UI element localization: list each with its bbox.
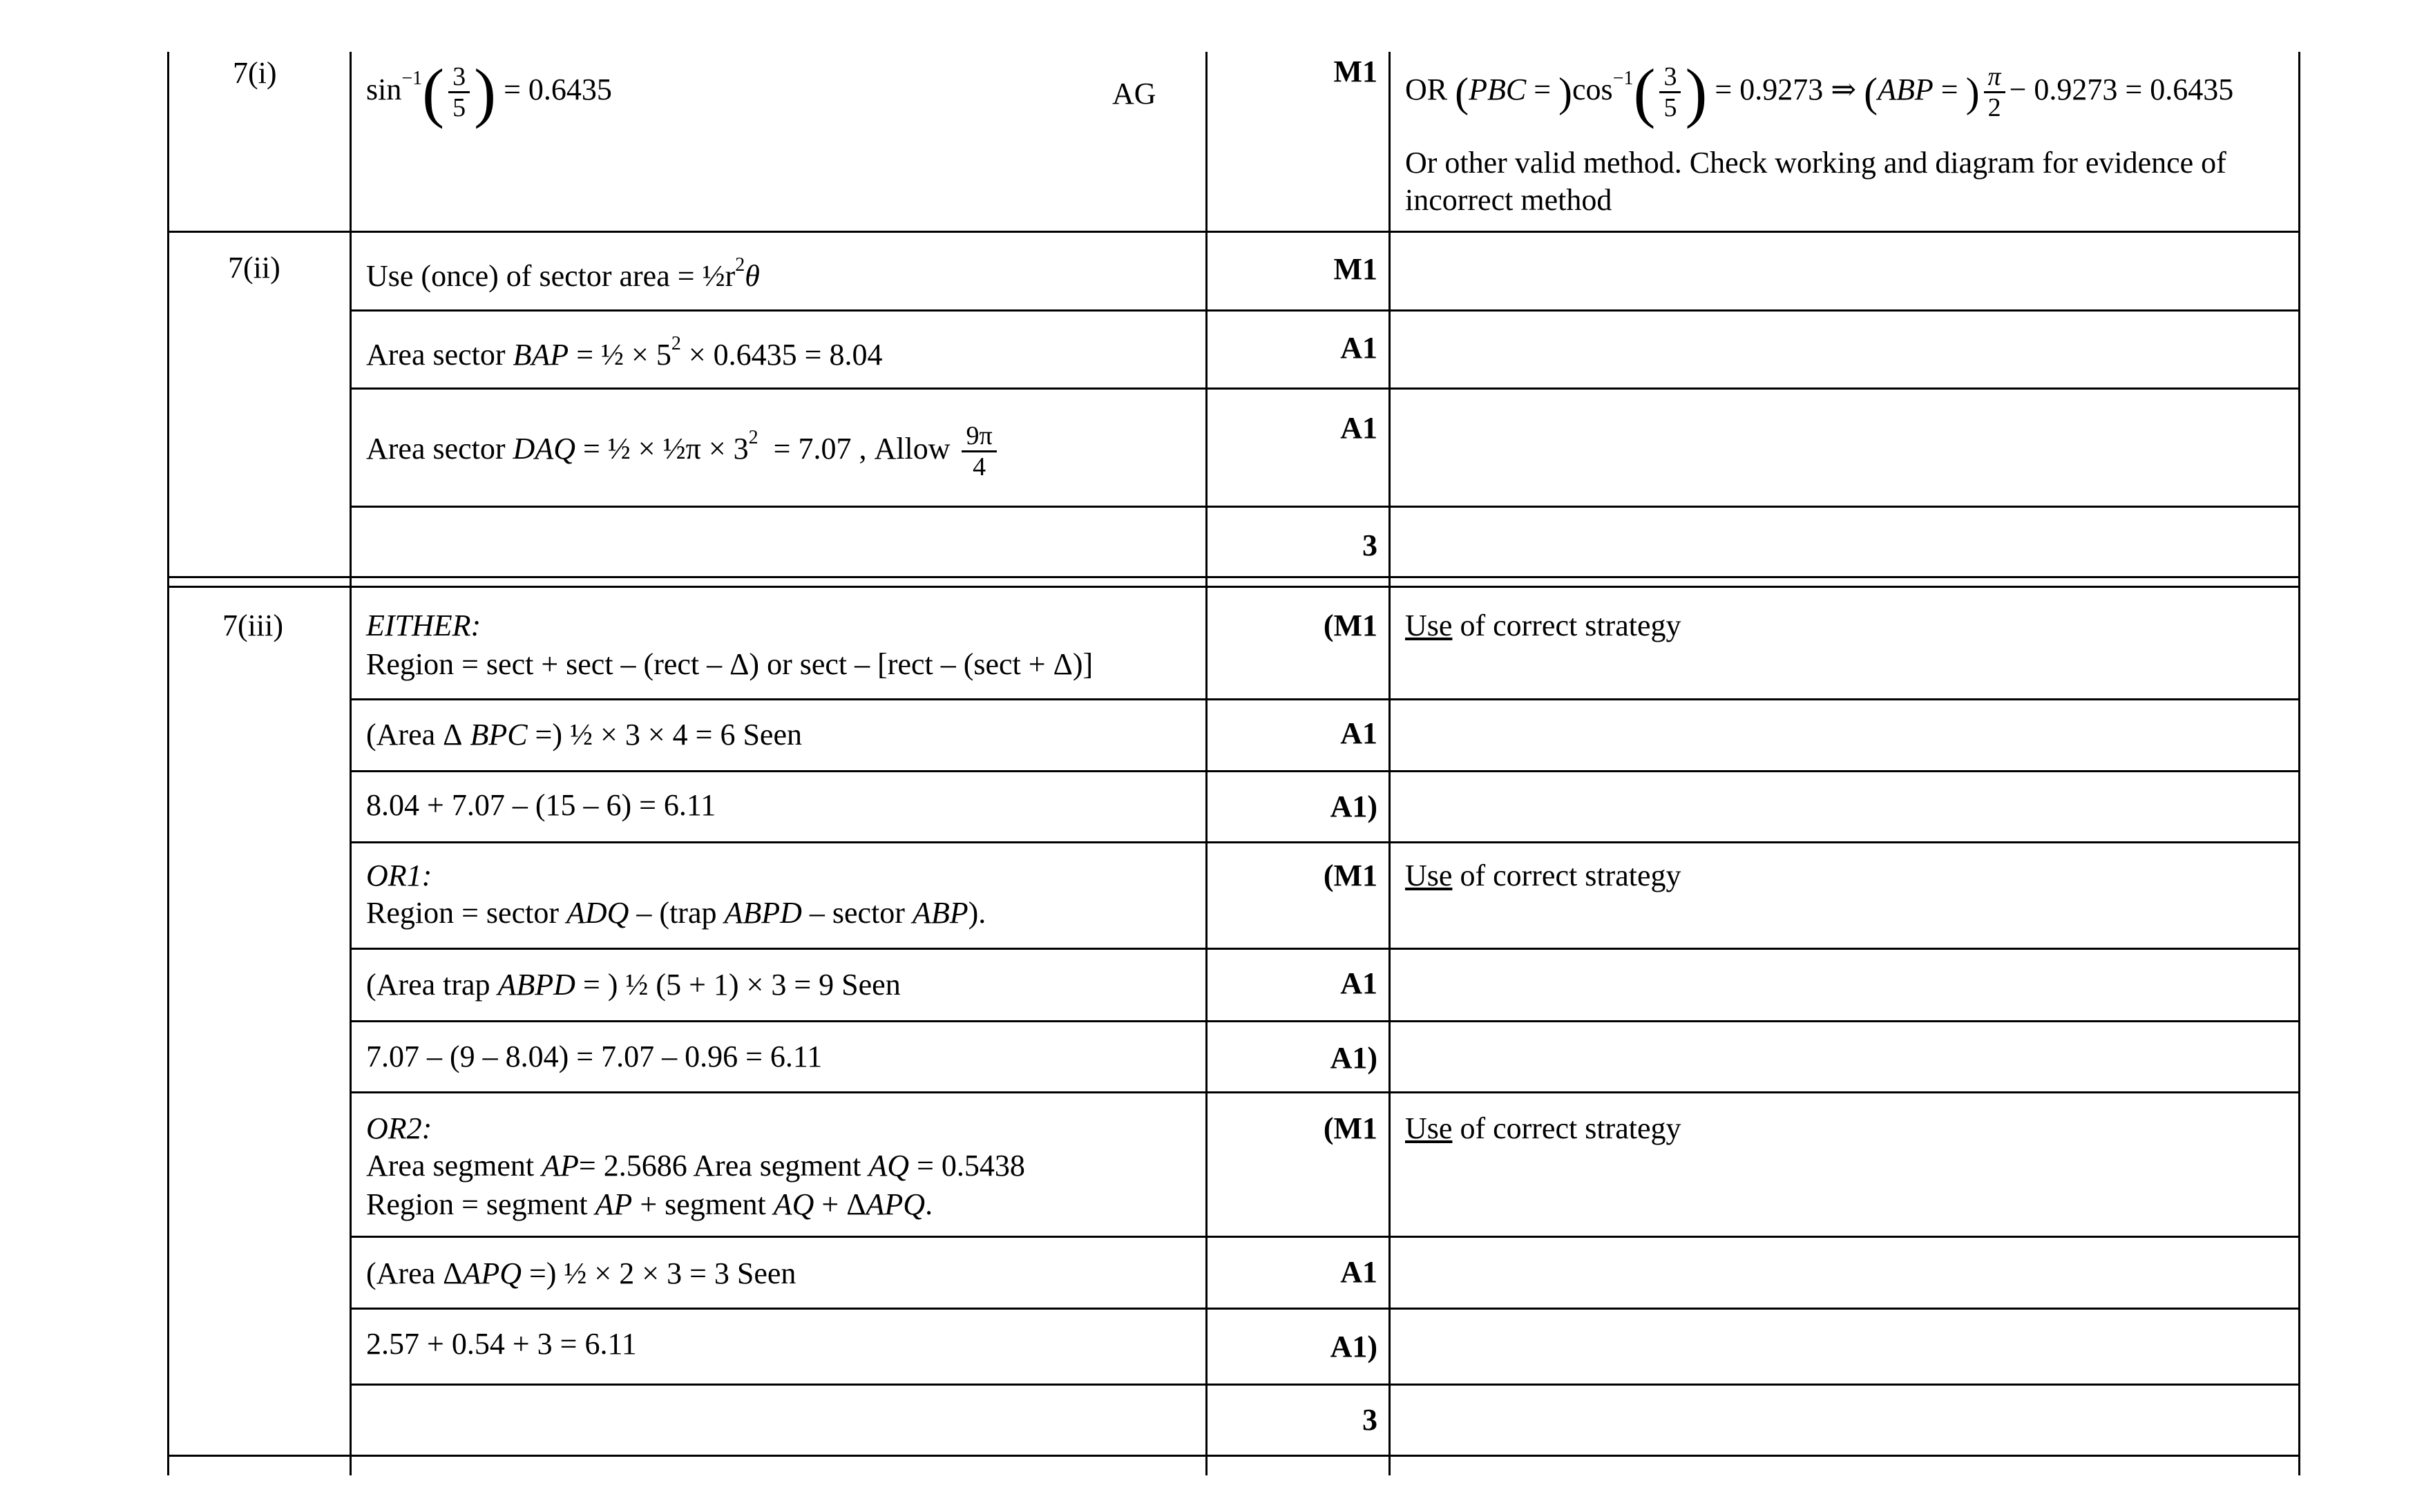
row1-text: Use (once) of sector area: [366, 259, 670, 293]
mark-or2-triangle: A1: [1340, 1255, 1377, 1289]
left-paren: (: [1864, 69, 1878, 115]
bpc-prefix: (Area Δ: [366, 718, 463, 752]
table-border-right: [2298, 52, 2300, 1475]
row-divider: [350, 506, 2300, 508]
row-divider: [350, 841, 2300, 843]
mark-7ii-row3: A1: [1340, 411, 1377, 445]
total-7ii: 3: [1362, 528, 1377, 562]
or1-title: OR1:: [366, 859, 432, 892]
column-divider-marks: [1388, 52, 1391, 1475]
strategy-text: of correct strategy: [1452, 609, 1681, 642]
row3-daq: DAQ: [513, 432, 575, 466]
row-divider: [350, 1236, 2300, 1238]
apq-prefix: (Area Δ: [366, 1256, 463, 1290]
row-divider: [350, 387, 2300, 390]
answer-7ii-row2: [366, 333, 883, 374]
or2-text-a: Area segment: [366, 1149, 535, 1183]
section-divider: [167, 586, 2300, 588]
row2-sup: 2: [671, 333, 681, 354]
abp-label: ABP: [1878, 73, 1934, 106]
use-underlined: Use: [1405, 1111, 1453, 1145]
row2-result: × 0.6435 = 8.04: [688, 338, 883, 372]
strategy-text: of correct strategy: [1452, 859, 1681, 892]
strategy-text: of correct strategy: [1452, 1111, 1681, 1145]
mark-7ii-row2: A1: [1340, 331, 1377, 365]
or2-region-c: + segment: [640, 1187, 766, 1221]
apq-label: APQ: [462, 1256, 522, 1290]
guidance-7i-alternative: [1405, 55, 2234, 129]
mark-or2-calc: A1): [1330, 1330, 1377, 1363]
left-paren: (: [422, 55, 445, 129]
left-paren: (: [1633, 55, 1656, 129]
mark-or1-method: (M1: [1323, 859, 1377, 892]
fraction-numerator: 3: [1659, 62, 1681, 93]
mark-either-calc: A1): [1330, 790, 1377, 823]
equals-text: =: [1933, 73, 1966, 106]
bpc-calc: =) ½ × 3 × 4 = 6 Seen: [535, 718, 802, 752]
mark-either-method: (M1: [1323, 609, 1377, 642]
mark-7ii-row1: M1: [1333, 252, 1377, 286]
trap-calc: = ) ½ (5 + 1) × 3 = 9 Seen: [582, 968, 901, 1002]
guidance-7i-line3: incorrect method: [1405, 183, 1612, 217]
apq-calc: =) ½ × 2 × 3 = 3 Seen: [528, 1256, 796, 1290]
row2-text: Area sector: [366, 338, 506, 372]
row-divider: [350, 1091, 2300, 1093]
or2-text-e: = 0.5438: [917, 1149, 1025, 1183]
row3-text: Area sector: [366, 432, 506, 466]
or2-text-c: = 2.5686 Area segment: [578, 1149, 861, 1183]
row-divider: [350, 770, 2300, 772]
guidance-result: − 0.9273 = 0.6435: [2009, 73, 2234, 106]
column-divider-question: [350, 52, 352, 1475]
mark-or1-trapezium: A1: [1340, 966, 1377, 1000]
table-border-left: [167, 52, 169, 1475]
right-paren: ): [1965, 69, 1980, 115]
row-divider: [350, 698, 2300, 700]
or2-region-apq: APQ: [866, 1187, 926, 1221]
right-paren: ): [1558, 69, 1573, 115]
mark-scheme-table: [167, 0, 2300, 1475]
row3-result: = 7.07 , Allow: [773, 432, 951, 466]
either-triangle-area: [366, 716, 802, 754]
bpc-label: BPC: [470, 718, 528, 752]
cos-text: cos: [1572, 73, 1613, 106]
guidance-or2-strategy: [1405, 1109, 1681, 1148]
use-underlined: Use: [1405, 859, 1453, 892]
row1-sup: 2: [735, 254, 745, 276]
or1-adq: ADQ: [566, 896, 629, 930]
section-divider: [167, 576, 2300, 578]
or1-text-a: Region = sector: [366, 896, 559, 930]
or2-region-line: [366, 1185, 933, 1224]
either-region-line: Region = sect + sect – (rect – Δ) or sect – [rect – (sect + Δ)]: [366, 647, 1094, 681]
fraction-three-fifths: [1659, 62, 1681, 122]
mark-either-triangle: A1: [1340, 716, 1377, 750]
sin-result: = 0.6435: [504, 73, 612, 106]
row-divider: [350, 309, 2300, 312]
or2-region-a: Region = segment: [366, 1187, 588, 1221]
fraction-numerator: 3: [448, 62, 470, 93]
row1-theta: θ: [745, 259, 760, 293]
question-label-7ii: 7(ii): [228, 251, 280, 285]
fraction-numerator: 9π: [962, 421, 996, 452]
row-divider: [350, 1020, 2300, 1022]
row3-formula: = ½ × ½π × 3: [582, 432, 749, 466]
row1-formula: = ½r: [677, 259, 736, 293]
trap-abpd: ABPD: [497, 968, 575, 1002]
row-divider: [350, 1308, 2300, 1310]
or1-text-e: – sector: [809, 896, 905, 930]
fraction-denominator: 2: [1987, 93, 2001, 123]
cos-result: = 0.9273 ⇒: [1715, 73, 1857, 106]
or2-region-aq: AQ: [773, 1187, 814, 1221]
or2-ap: AP: [542, 1149, 579, 1183]
or1-region-line: [366, 894, 986, 932]
question-label-7i: 7(i): [233, 56, 277, 90]
answer-7ii-row1: [366, 254, 760, 296]
question-label-7iii: 7(iii): [222, 609, 283, 642]
inverse-superscript: −1: [401, 68, 423, 89]
or2-region-e: + Δ: [821, 1187, 866, 1221]
or1-trapezium-area: [366, 966, 901, 1004]
fraction-three-fifths: [448, 62, 470, 122]
or2-region-g: .: [925, 1187, 933, 1221]
or1-text-g: ).: [968, 896, 986, 930]
either-title: EITHER:: [366, 609, 481, 642]
or1-text-c: – (trap: [636, 896, 717, 930]
or2-region-ap: AP: [595, 1187, 633, 1221]
left-paren: (: [1455, 69, 1469, 115]
table-border-bottom: [167, 1455, 2300, 1457]
row2-formula: = ½ × 5: [576, 338, 671, 372]
guidance-either-strategy: [1405, 606, 1681, 645]
or2-calculation: 2.57 + 0.54 + 3 = 6.11: [366, 1327, 637, 1361]
answer-given-tag: AG: [1112, 77, 1156, 111]
mark-7i: M1: [1333, 55, 1377, 88]
answer-7ii-row3: [366, 414, 1001, 484]
total-7iii: 3: [1362, 1403, 1377, 1437]
mark-or1-calc: A1): [1330, 1041, 1377, 1075]
fraction-9pi-over-4: [962, 421, 996, 481]
or1-calculation: 7.07 – (9 – 8.04) = 7.07 – 0.96 = 6.11: [366, 1040, 823, 1073]
sin-text: sin: [366, 73, 402, 106]
or2-title: OR2:: [366, 1111, 432, 1145]
or2-segment-areas: [366, 1147, 1025, 1185]
fraction-denominator: 5: [452, 93, 466, 123]
fraction-denominator: 5: [1663, 93, 1677, 123]
column-divider-answer: [1205, 52, 1208, 1475]
answer-7i-sin-expression: [366, 55, 612, 129]
fraction-denominator: 4: [973, 452, 986, 482]
row-divider: [167, 231, 2300, 233]
row2-bap: BAP: [513, 338, 569, 372]
right-paren: ): [1685, 55, 1708, 129]
or1-abpd: ABPD: [724, 896, 802, 930]
guidance-or1-strategy: [1405, 857, 1681, 895]
or1-abp: ABP: [912, 896, 968, 930]
right-paren: ): [474, 55, 497, 129]
fraction-numerator: π: [1984, 62, 2005, 93]
pbc-label: PBC: [1469, 73, 1527, 106]
fraction-pi-over-two: [1984, 62, 2005, 122]
or-text: OR: [1405, 73, 1448, 106]
row3-sup: 2: [748, 427, 758, 448]
trap-prefix: (Area trap: [366, 968, 490, 1002]
cos-inverse-superscript: −1: [1612, 68, 1634, 89]
row-divider: [350, 948, 2300, 950]
guidance-7i-line2: Or other valid method. Check working and diagram for evidence of: [1405, 146, 2226, 180]
row-divider: [350, 1384, 2300, 1386]
equals-text: =: [1526, 73, 1559, 106]
mark-or2-method: (M1: [1323, 1111, 1377, 1145]
use-underlined: Use: [1405, 609, 1453, 642]
either-calculation: 8.04 + 7.07 – (15 – 6) = 6.11: [366, 788, 716, 822]
or2-aq: AQ: [868, 1149, 910, 1183]
or2-triangle-area: [366, 1254, 796, 1293]
